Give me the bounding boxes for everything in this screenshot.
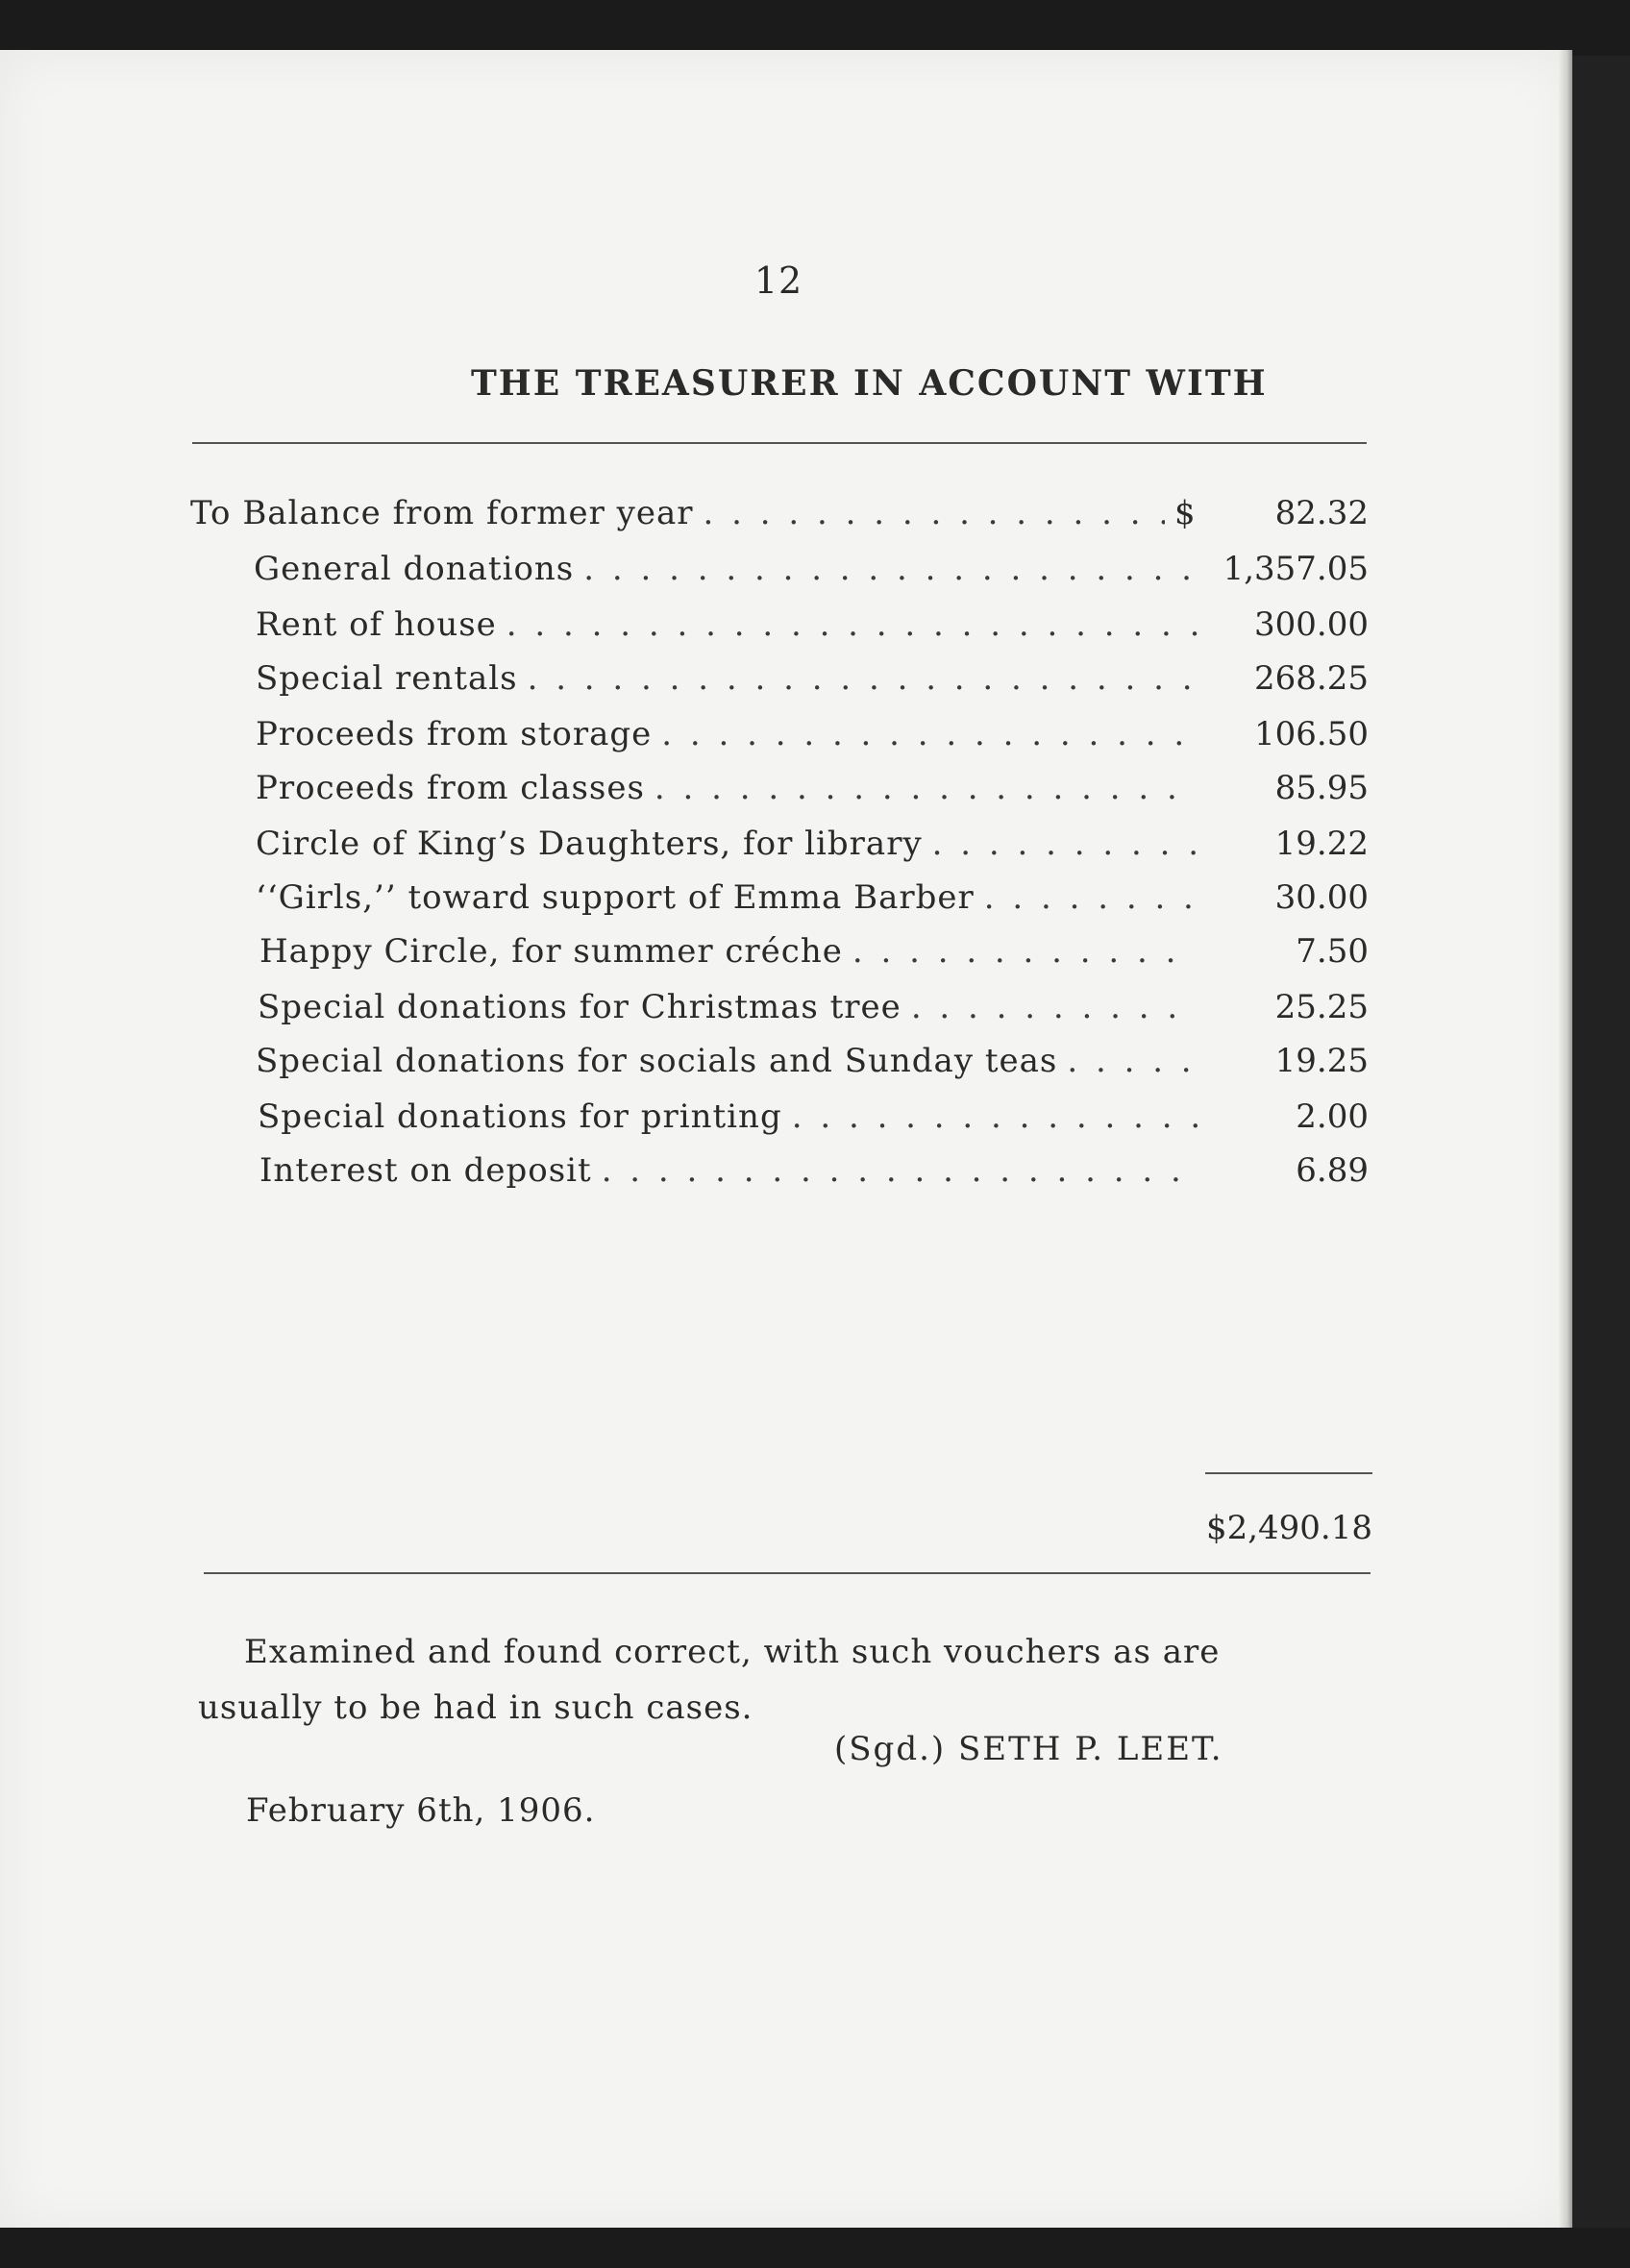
ledger-amount: 82.32 bbox=[1274, 494, 1369, 532]
dot-leader bbox=[583, 550, 1205, 588]
ledger-amount: 1,357.05 bbox=[1222, 550, 1369, 588]
ledger-row bbox=[254, 550, 1215, 598]
ledger-row bbox=[256, 769, 1207, 817]
dot-leader bbox=[704, 494, 1165, 532]
ledger-label: Special donations for printing bbox=[258, 1097, 782, 1136]
ledger-row bbox=[256, 659, 1207, 707]
ledger-amount: 19.25 bbox=[1274, 1042, 1369, 1080]
ledger-amount: 2.00 bbox=[1296, 1097, 1369, 1136]
ledger-row bbox=[259, 1151, 1207, 1199]
ledger-row bbox=[258, 988, 1207, 1036]
divider-top bbox=[192, 442, 1367, 444]
ledger-row bbox=[256, 825, 1207, 873]
dot-leader bbox=[528, 659, 1198, 698]
divider-bottom bbox=[204, 1572, 1371, 1574]
currency-symbol: $ bbox=[1174, 494, 1196, 532]
ledger-row bbox=[256, 878, 1207, 926]
ledger-row bbox=[256, 605, 1207, 653]
ledger-amount: 7.50 bbox=[1296, 932, 1369, 971]
ledger-label: Rent of house bbox=[256, 605, 497, 644]
page-edge bbox=[1559, 50, 1572, 2231]
dot-leader bbox=[984, 878, 1198, 917]
ledger-label: Interest on deposit bbox=[259, 1151, 592, 1190]
dot-leader bbox=[792, 1097, 1198, 1136]
ledger-label: Special donations for socials and Sunday teas bbox=[256, 1042, 1058, 1080]
audit-note-line: Examined and found correct, with such vouchers as are bbox=[244, 1633, 1221, 1671]
ledger-amount: 300.00 bbox=[1254, 605, 1369, 644]
ledger-row bbox=[256, 1042, 1207, 1090]
ledger-label: To Balance from former year bbox=[190, 494, 694, 532]
ledger-row bbox=[258, 1097, 1207, 1146]
ledger-amount: 85.95 bbox=[1274, 769, 1369, 807]
ledger-amount: 19.22 bbox=[1274, 825, 1369, 863]
ledger-row bbox=[190, 494, 1213, 542]
ledger-amount: 6.89 bbox=[1296, 1151, 1369, 1190]
signature: (Sgd.) SETH P. LEET. bbox=[834, 1730, 1223, 1768]
ledger-label: Special donations for Christmas tree bbox=[258, 988, 901, 1026]
scan-border-top bbox=[0, 0, 1630, 56]
total-amount: $2,490.18 bbox=[1205, 1509, 1372, 1547]
dot-leader bbox=[932, 825, 1198, 863]
dot-leader bbox=[1067, 1042, 1198, 1080]
ledger-label: General donations bbox=[254, 550, 575, 588]
dot-leader bbox=[506, 605, 1198, 644]
page-number: 12 bbox=[753, 259, 803, 302]
scan-border-bottom bbox=[0, 2228, 1630, 2268]
ledger-label: Special rentals bbox=[256, 659, 518, 698]
ledger-row bbox=[256, 715, 1207, 763]
dot-leader bbox=[911, 988, 1198, 1026]
ledger-amount: 25.25 bbox=[1274, 988, 1369, 1026]
dot-leader bbox=[602, 1151, 1198, 1190]
document-date: February 6th, 1906. bbox=[246, 1791, 596, 1830]
dot-leader bbox=[661, 715, 1198, 753]
page-title: THE TREASURER IN ACCOUNT WITH bbox=[471, 363, 1268, 404]
total-rule bbox=[1205, 1472, 1372, 1474]
ledger-amount: 30.00 bbox=[1274, 878, 1369, 917]
ledger-row bbox=[259, 932, 1188, 980]
ledger-amount: 268.25 bbox=[1254, 659, 1369, 698]
ledger-label: Happy Circle, for summer créche bbox=[259, 932, 843, 971]
dot-leader bbox=[852, 932, 1178, 971]
dot-leader bbox=[654, 769, 1198, 807]
ledger-label: ‘‘Girls,’’ toward support of Emma Barber bbox=[256, 878, 975, 917]
ledger-label: Proceeds from classes bbox=[256, 769, 645, 807]
ledger-label: Circle of King’s Daughters, for library bbox=[256, 825, 923, 863]
audit-note-line: usually to be had in such cases. bbox=[198, 1689, 753, 1727]
ledger-amount: 106.50 bbox=[1254, 715, 1369, 753]
audit-note bbox=[198, 1624, 1376, 1736]
ledger-label: Proceeds from storage bbox=[256, 715, 653, 753]
